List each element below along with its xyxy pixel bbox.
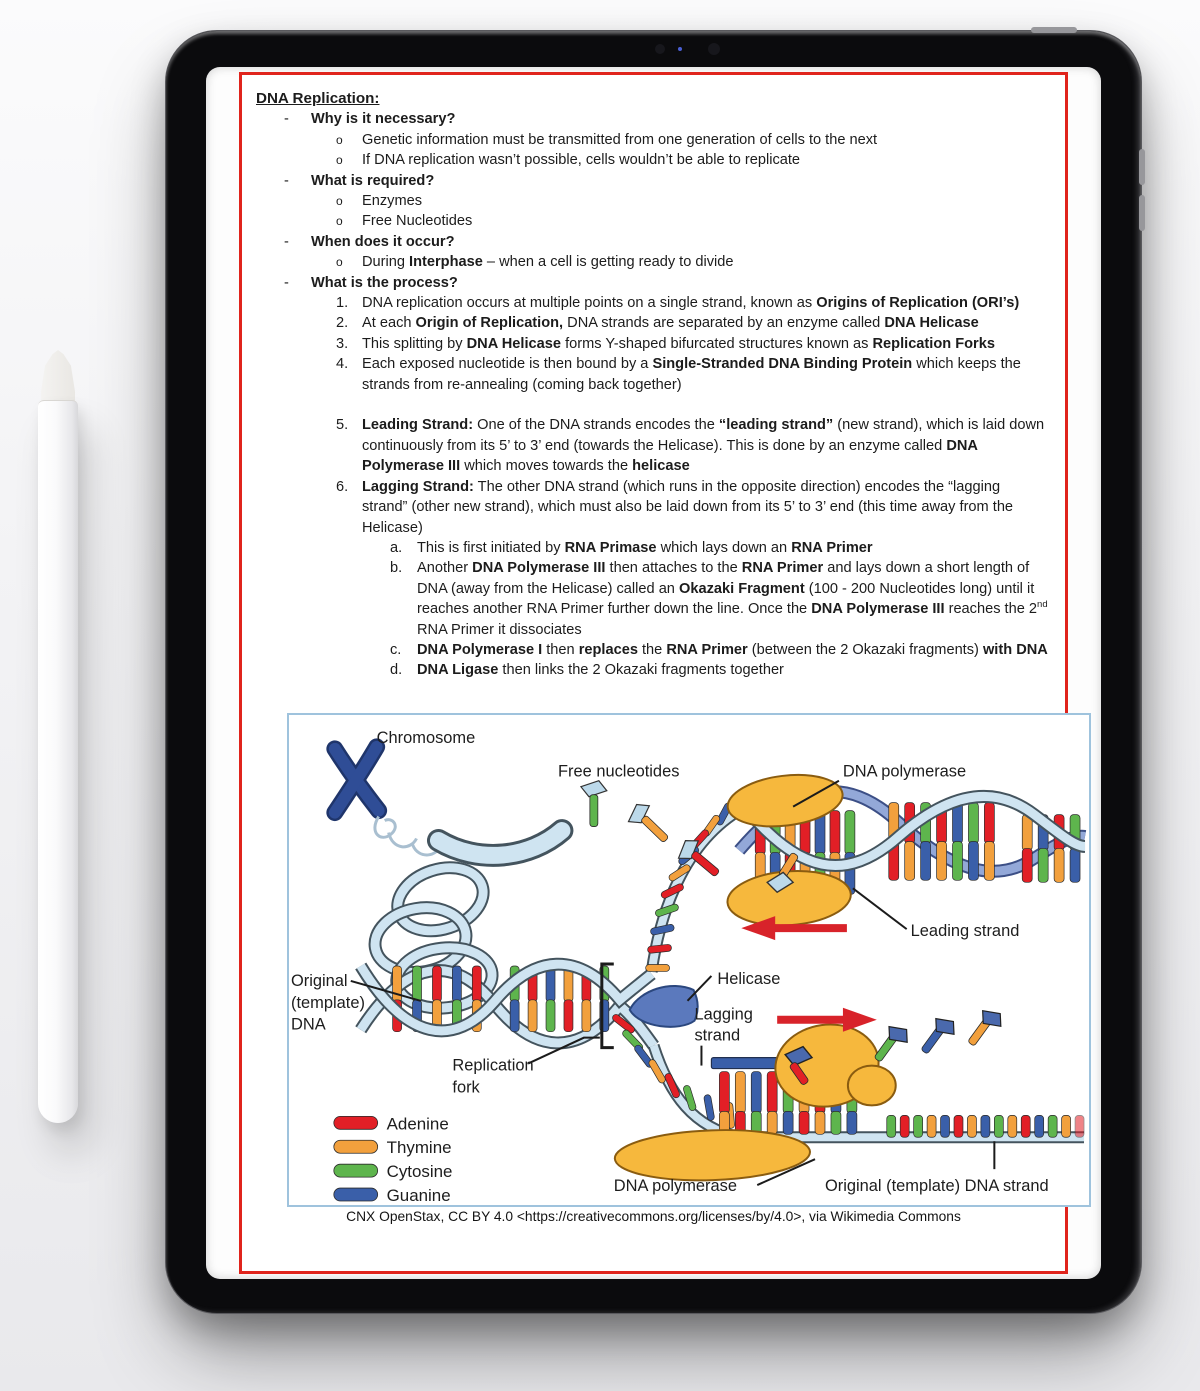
note-line: [336, 354, 1049, 395]
base-pair-bar: [735, 1072, 745, 1114]
note-text: Genetic information must be transmitted from one generation of cells to the next: [362, 131, 878, 148]
note-text: DNA Ligase then links the 2 Okazaki fragments together: [417, 662, 784, 679]
list-marker: 3.: [336, 335, 349, 352]
list-marker: 1.: [336, 295, 349, 312]
note-text: Each exposed nucleotide is then bound by a Single-Stranded DNA Binding Protein which keeps the strands from re-annealing (coming back together): [362, 356, 1021, 393]
note-line: [390, 538, 1049, 558]
base-pair-bar: [1038, 848, 1048, 882]
note-text: Lagging Strand: The other DNA strand (which runs in the opposite direction) encodes the “lagging strand” (other new strand), which must also be laid down from its 5’ to 3’ end (this time away from the Helicase): [362, 478, 1014, 536]
list-marker: o: [336, 255, 343, 270]
base-pair-bar: [432, 966, 441, 1002]
legend-swatch-cytosine: [334, 1164, 378, 1177]
list-marker: b.: [390, 560, 403, 577]
list-marker: c.: [390, 641, 402, 658]
free-nucleotides-label: Free nucleotides: [557, 762, 680, 781]
note-line: [336, 415, 1049, 476]
base-pair-bar: [900, 1115, 909, 1137]
note-text: Enzymes: [362, 193, 423, 210]
original-dna-label-2: (template): [290, 993, 365, 1012]
note-text: Free Nucleotides: [362, 213, 473, 230]
legend-swatch-thymine: [334, 1140, 378, 1153]
base-pair-bar: [847, 1111, 857, 1134]
base-pair-bar: [968, 803, 978, 844]
base-pair-bar: [751, 1072, 761, 1114]
page-title: DNA Replication:: [256, 90, 380, 107]
base-pair-bar: [783, 1111, 793, 1134]
list-marker: o: [336, 132, 343, 147]
base-pair-bar: [767, 1111, 777, 1134]
base-pair-bar: [1021, 1115, 1030, 1137]
base-pair-bar: [413, 966, 422, 1002]
note-text: Leading Strand: One of the DNA strands encodes the “leading strand” (new strand), which is laid down continuously from its 5’ to 3’ end (towards the Helicase). This is done by an enzyme called DNA Polymerase III which moves towards the helicase: [362, 417, 1045, 475]
notes-body: [256, 109, 1049, 680]
note-text: If DNA replication wasn’t possible, cells wouldn’t be able to replicate: [362, 152, 801, 169]
note-line: [336, 334, 1049, 354]
list-marker: -: [284, 111, 289, 128]
base-pair-bar: [927, 1115, 936, 1137]
base-pair-bar: [767, 1072, 777, 1114]
document-page: [239, 72, 1068, 1274]
base-pair-bar: [953, 841, 963, 880]
base-pair-bar: [887, 1115, 896, 1137]
note-text: During Interphase – when a cell is getting ready to divide: [362, 254, 734, 271]
base-pair-bar: [914, 1115, 923, 1137]
list-marker: -: [284, 233, 289, 250]
base-pair-bar: [994, 1115, 1003, 1137]
dna-polymerase-bottom-label: DNA polymerase: [613, 1177, 738, 1196]
note-text: DNA replication occurs at multiple points on a single strand, known as Origins of Replication (ORI’s): [362, 295, 1020, 312]
base-pair-bar: [452, 966, 461, 1002]
camera-lens-icon: [708, 43, 720, 55]
note-line: [336, 293, 1049, 313]
chromosome-icon: [335, 747, 379, 813]
base-pair-bar: [984, 841, 994, 880]
legend: [334, 1114, 453, 1205]
free-nucleotides-lagging: [869, 1004, 1007, 1068]
note-text: This is first initiated by RNA Primase which lays down an RNA Primer: [417, 539, 873, 556]
legend-swatch-adenine: [334, 1116, 378, 1129]
base-pair-bar: [528, 1000, 537, 1032]
list-marker: o: [336, 194, 343, 209]
lagging-strand-label-1: Lagging: [694, 1005, 753, 1024]
original-dna-label-3: DNA: [290, 1015, 326, 1034]
base-pair-bar: [646, 964, 670, 971]
list-marker: 2.: [336, 315, 349, 332]
dna-polymerase-top-label: DNA polymerase: [842, 762, 967, 781]
lagging-strand-label-2: strand: [694, 1026, 741, 1045]
replication-fork-label-2: fork: [452, 1078, 480, 1097]
base-pair-bar: [1062, 1115, 1071, 1137]
base-pair-bar: [937, 841, 947, 880]
dna-replication-figure: [287, 713, 1091, 1207]
note-line: [336, 130, 1049, 150]
legend-label-cytosine: Cytosine: [386, 1162, 453, 1182]
tablet-screen[interactable]: [206, 67, 1101, 1279]
list-marker: 6.: [336, 478, 349, 495]
note-text: DNA Polymerase I then replaces the RNA Primer (between the 2 Okazaki fragments) with DNA: [417, 641, 1048, 658]
base-pair-bar: [941, 1115, 950, 1137]
base-pair-bar: [984, 803, 994, 844]
base-pair-bar: [799, 1111, 809, 1134]
base-pair-bar: [1048, 1115, 1057, 1137]
note-line: [390, 558, 1049, 640]
note-text: At each Origin of Replication, DNA strands are separated by an enzyme called DNA Helicase: [362, 315, 979, 332]
legend-label-guanine: Guanine: [386, 1186, 451, 1205]
base-pair-bar: [719, 1072, 729, 1114]
base-pair-bar: [564, 1000, 573, 1032]
base-pair-bar: [1035, 1115, 1044, 1137]
tablet: [165, 30, 1142, 1314]
leading-strand-label: Leading strand: [910, 922, 1020, 941]
list-marker: -: [284, 274, 289, 291]
helicase-label: Helicase: [717, 969, 781, 988]
note-line: [336, 477, 1049, 538]
stylus-body: [38, 400, 78, 1123]
base-pair-bar: [1054, 848, 1064, 882]
note-line: [336, 150, 1049, 170]
base-pair-bar: [546, 1000, 555, 1032]
note-text: When does it occur?: [311, 233, 455, 250]
stylus[interactable]: [38, 350, 78, 1122]
legend-label-thymine: Thymine: [386, 1138, 452, 1158]
list-marker: -: [284, 172, 289, 189]
base-pair-bar: [905, 841, 915, 880]
note-line: [336, 313, 1049, 333]
base-pair-bar: [1075, 1115, 1084, 1137]
base-pair-bar: [831, 1111, 841, 1134]
list-marker: 4.: [336, 356, 349, 373]
helicase-icon: [630, 986, 698, 1027]
original-dna-label-1: Original: [290, 971, 348, 990]
note-line: [336, 191, 1049, 211]
note-text: This splitting by DNA Helicase forms Y-shaped bifurcated structures known as Replication Forks: [362, 335, 995, 352]
base-pair-bar: [845, 811, 855, 855]
base-pair-bar: [815, 1111, 825, 1134]
base-pair-bar: [830, 811, 840, 855]
note-line: [336, 211, 1049, 231]
base-pair-bar: [954, 1115, 963, 1137]
base-pair-bar: [981, 1115, 990, 1137]
note-text: What is required?: [311, 172, 435, 189]
list-marker: 5.: [336, 417, 349, 434]
base-pair-bar: [968, 841, 978, 880]
base-pair-bar: [510, 1000, 519, 1032]
leading-template-strand: [646, 792, 746, 972]
replication-fork-label-1: Replication: [452, 1056, 534, 1075]
power-button[interactable]: [1031, 27, 1077, 33]
note-text: What is the process?: [311, 274, 458, 291]
base-pair-bar: [393, 966, 402, 1002]
figure-caption: CNX OpenStax, CC BY 4.0 <https://creativecommons.org/licenses/by/4.0>, via Wikimedia Commons: [346, 1209, 961, 1224]
list-marker: o: [336, 214, 343, 229]
volume-down-button[interactable]: [1139, 195, 1145, 231]
note-text: Another DNA Polymerase III then attaches to the RNA Primer and lays down a short length of DNA (away from the Helicase) called an Okazaki Fragment (100 - 200 Nucleotides long) until it reaches another RNA Primer further down the line. Once the DNA Polymerase III reaches the 2nd RNA Primer it dissociates: [417, 560, 1048, 638]
list-marker: a.: [390, 539, 403, 556]
volume-up-button[interactable]: [1139, 149, 1145, 185]
note-text: Why is it necessary?: [311, 111, 456, 128]
camera-sensor-icon: [678, 47, 682, 51]
note-line: [284, 232, 1049, 252]
base-pair-bar: [582, 1000, 591, 1032]
base-pair-bar: [472, 966, 481, 1002]
base-pair-bar: [967, 1115, 976, 1137]
legend-label-adenine: Adenine: [386, 1114, 449, 1134]
note-line: [390, 640, 1049, 660]
dna-diagram: [289, 715, 1089, 1205]
base-pair-bar: [1022, 848, 1032, 882]
note-line: [390, 660, 1049, 680]
base-pair-bar: [1008, 1115, 1017, 1137]
list-marker: o: [336, 153, 343, 168]
front-camera-icon: [655, 44, 665, 54]
base-pair-bar: [1070, 848, 1080, 882]
template-strand-label: Original (template) DNA strand: [824, 1177, 1049, 1196]
note-line: [336, 252, 1049, 272]
legend-swatch-guanine: [334, 1188, 378, 1201]
note-line: [284, 109, 1049, 129]
note-line: [284, 273, 1049, 293]
base-pair-bar: [921, 841, 931, 880]
chromosome-label: Chromosome: [376, 728, 476, 747]
stylus-tip: [41, 350, 75, 402]
list-marker: d.: [390, 662, 403, 679]
note-line: [284, 171, 1049, 191]
